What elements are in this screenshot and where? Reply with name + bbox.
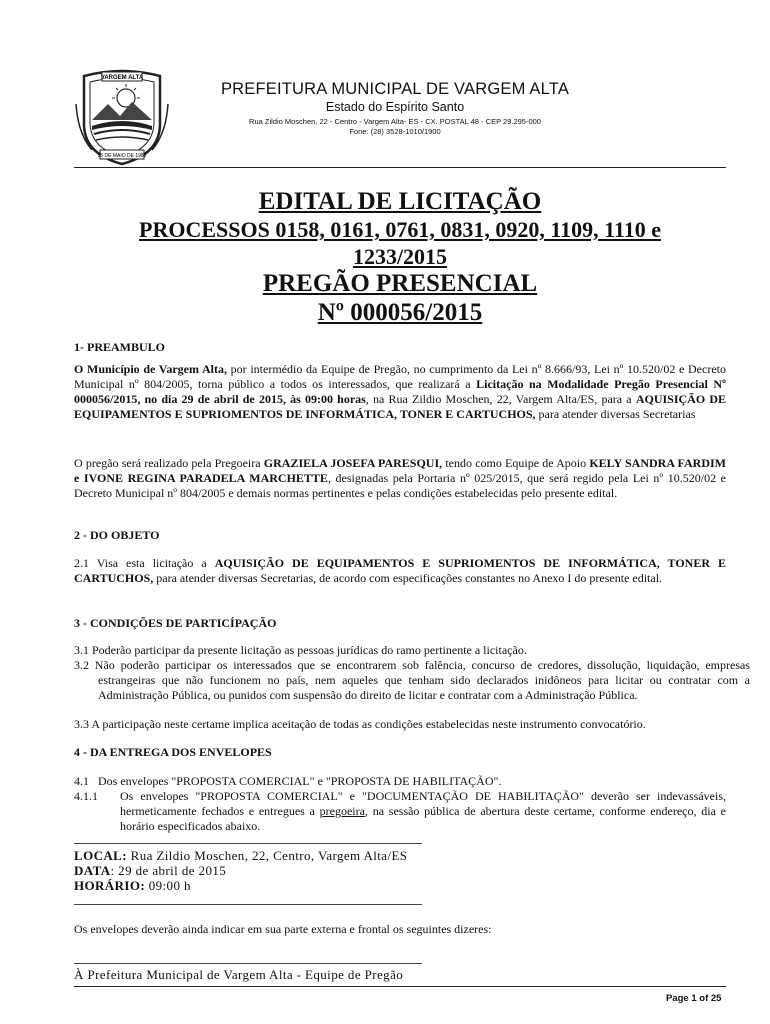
item-3-2: 3.2 Não poderão participar os interessados que se encontrarem sob falência, concurso de credores, dissolução, liquidação, empresas estrangeiras que não funcionem no país, nem aqueles que tenham sido declarados inidôneos para licitar ou contratar com a Administração Pública, ou punidos com suspensão do direito de licitar e contratar com a Administração Pública. (74, 658, 750, 702)
date-line: DATA: 29 de abril de 2015 (74, 863, 227, 878)
divider-line (74, 963, 422, 964)
header-address: Rua Zildio Moschen, 22 - Centro - Vargem Alta- ES - CX. POSTAL 48 - CEP 29.295-000 (249, 117, 541, 126)
process-numbers: PROCESSOS 0158, 0161, 0761, 0831, 0920, 1109, 1110 e (139, 217, 661, 242)
edital-title: EDITAL DE LICITAÇÃO (258, 188, 542, 215)
divider-line (74, 904, 422, 905)
envelopes-instruction: Os envelopes deverão ainda indicar em sua parte externa e frontal os seguintes dizeres: (74, 922, 492, 936)
state-name: Estado do Espírito Santo (325, 100, 465, 114)
section-3-heading: 3 - CONDIÇÕES DE PARTICÍPAÇÃO (74, 616, 277, 630)
page-number: Page 1 of 25 (666, 993, 722, 1004)
section-2-heading: 2 - DO OBJETO (74, 528, 160, 542)
item-4-1-1: 4.1.1 Os envelopes "PROPOSTA COMERCIAL" e "DOCUMENTAÇÃO DE HABILITAÇÃO" deverão ser indevassáveis, hermeticamente fechados e entregues a pregoeira, na sessão pública de abertura deste certame, conforme endereço, dia e horário especificados abaixo. (74, 789, 726, 833)
object-paragraph: 2.1 Visa esta licitação a AQUISIÇÃO DE EQUIPAMENTOS E SUPRIOMENTOS DE INFORMÁTICA, TONER E CARTUCHOS, para atender diversas Secretarias, de acordo com especificações constantes no Anexo I do presente edital. (74, 556, 726, 585)
divider-line (74, 843, 422, 844)
municipal-crest-icon (74, 64, 170, 166)
item-4-1: 4.1 Dos envelopes "PROPOSTA COMERCIAL" e "PROPOSTA DE HABILITAÇÃO". (74, 774, 502, 788)
header-divider (74, 167, 726, 168)
modality-title: PREGÃO PRESENCIAL (262, 270, 538, 297)
process-numbers-cont: 1233/2015 (352, 244, 448, 269)
crest-top-text: VARGEM ALTA (100, 75, 144, 81)
pregao-number: Nº 000056/2015 (317, 299, 483, 326)
header-phone: Fone: (28) 3528-1010/1900 (349, 127, 441, 136)
item-3-1: 3.1 Poderão participar da presente licitação as pessoas jurídicas do ramo pertinente a licitação. (74, 643, 527, 657)
item-3-3: 3.3 A participação neste certame implica aceitação de todas as condições estabelecidas neste instrumento convocatório. (74, 717, 646, 731)
pregoeira-paragraph: O pregão será realizado pela Pregoeira GRAZIELA JOSEFA PARESQUI, tendo como Equipe de Apoio KELY SANDRA FARDIM e IVONE REGINA PARADELA MARCHETTE, designadas pela Portaria nº 025/2015, que será regido pela Lei nº 10.520/02 e Decreto Municipal nº 804/2005 e demais normas pertinentes e pelas condições estabelecidas pelo presente edital. (74, 456, 726, 500)
footer-divider (74, 986, 726, 987)
preamble-paragraph: O Município de Vargem Alta, por intermédio da Equipe de Pregão, no cumprimento da Lei nº 8.666/93, Lei nº 10.520/02 e Decreto Municipal nº 804/2005, torna público a todos os interessados, que realizará a Licitação na Modalidade Pregão Presencial Nº 000056/2015, no dia 29 de abril de 2015, às 09:00 horas, na Rua Zildio Moschen, 22, Vargem Alta/ES, para a AQUISIÇÃO DE EQUIPAMENTOS E SUPRIOMENTOS DE INFORMÁTICA, TONER E CARTUCHOS, para atender diversas Secretarias (74, 362, 727, 421)
crest-bottom-text: 15 DE MAIO DE 1988 (97, 153, 147, 159)
section-1-heading: 1- PREAMBULO (74, 340, 165, 354)
envelope-address-line: À Prefeitura Municipal de Vargem Alta - Equipe de Pregão (74, 967, 404, 982)
time-line: HORÁRIO: 09:00 h (74, 878, 191, 893)
local-line: LOCAL: Rua Zildio Moschen, 22, Centro, Vargem Alta/ES (74, 848, 408, 863)
municipality-title: PREFEITURA MUNICIPAL DE VARGEM ALTA (220, 80, 570, 98)
section-4-heading: 4 - DA ENTREGA DOS ENVELOPES (74, 745, 272, 759)
